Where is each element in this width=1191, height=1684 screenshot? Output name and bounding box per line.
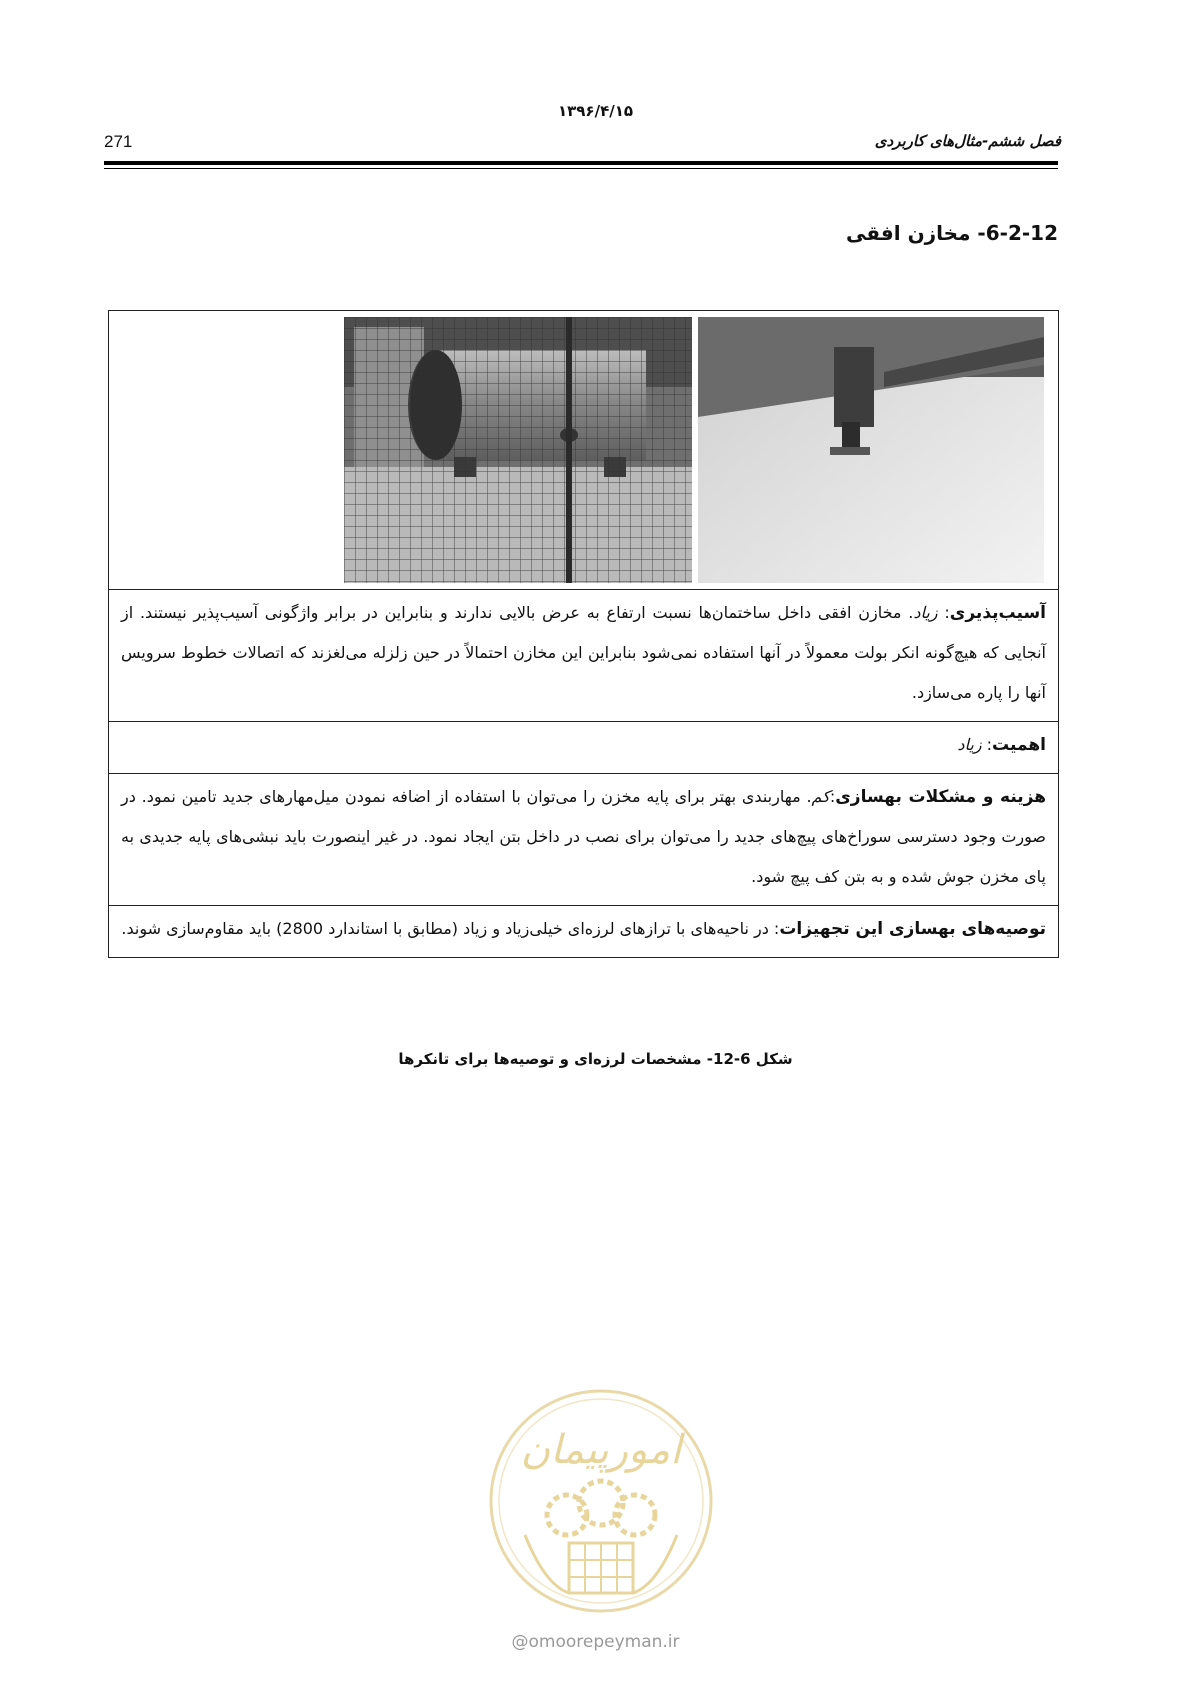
importance-cell: اهمیت: زیاد [109, 722, 1059, 774]
figure-caption: شکل 6-12- مشخصات لرزه‌ای و توصیه‌ها برای تانکرها [398, 1050, 793, 1068]
importance-label: اهمیت [992, 735, 1046, 755]
page-number: 271 [104, 132, 133, 151]
tank-support-photo [698, 317, 1044, 583]
horizontal-tank-photo [344, 317, 692, 583]
photo-row [109, 311, 1059, 590]
seal-lettering: امورپیمان [520, 1427, 682, 1473]
cost-cell: هزینه و مشکلات بهسازی:کم. مهاربندی بهتر برای پایه مخزن را می‌توان با استفاده از اضافه نمودن میل‌مهارهای جدید تامین نمود. در صورت وجود دسترسی سوراخ‌های پیچ‌های جدید را می‌توان برای نصب در داخل بتن ایجاد نمود. در غیر اینصورت باید نبشی‌های پایه جدیدی به پای مخزن جوش شده و به بتن کف پیچ شود. [109, 774, 1059, 906]
document-date: ۱۳۹۶/۴/۱۵ [557, 102, 634, 120]
vulnerability-text: مخازن افقی داخل ساختمان‌ها نسبت ارتفاع به عرض بالایی ندارند و بنابراین در برابر واژگونی آسیب‌پذیر نیستند. از آنجایی که هیچ‌گونه انکر بولت معمولاً در آنها استفاده نمی‌شود بنابراین این مخازن احتمالاً در حین زلزله می‌لغزند که اتصالات خطوط سرویس آنها را پاره می‌سازد. [121, 603, 1046, 702]
cost-level: کم [811, 787, 830, 806]
recommendation-row [109, 906, 1059, 958]
importance-row [109, 722, 1059, 774]
tank-photos [344, 317, 1044, 583]
cost-text: مهاربندی بهتر برای پایه مخزن را می‌توان با استفاده از اضافه نمودن میل‌مهارهای جدید تامین نمود. در صورت وجود دسترسی سوراخ‌های پیچ‌های جدید را می‌توان برای نصب در داخل بتن ایجاد نمود. در غیر اینصورت باید نبشی‌های پایه جدیدی به پای مخزن جوش شده و به بتن کف پیچ شود. [121, 787, 1046, 886]
section-title: 6-2-12- مخازن افقی [846, 221, 1058, 245]
publisher-seal-logo [485, 1385, 717, 1617]
cost-row [109, 774, 1059, 906]
photo-cell [109, 311, 1059, 590]
header-rule-thick [104, 161, 1058, 165]
vulnerability-label: آسیب‌پذیری [949, 603, 1047, 623]
spec-table [108, 310, 1059, 958]
vulnerability-level: زیاد [913, 603, 938, 622]
vulnerability-row [109, 590, 1059, 722]
chapter-title: فصل ششم-مثال‌های کاربردی [874, 132, 1061, 150]
vulnerability-cell: آسیب‌پذیری: زیاد. مخازن افقی داخل ساختمان‌ها نسبت ارتفاع به عرض بالایی ندارند و بنابراین در برابر واژگونی آسیب‌پذیر نیستند. از آنجایی که هیچ‌گونه انکر بولت معمولاً در آنها استفاده نمی‌شود بنابراین این مخازن احتمالاً در حین زلزله می‌لغزند که اتصالات خطوط سرویس آنها را پاره می‌سازد. [109, 590, 1059, 722]
importance-level: زیاد [957, 735, 982, 754]
recommendation-cell: توصیه‌های بهسازی این تجهیزات: در ناحیه‌های با ترازهای لرزه‌ای خیلی‌زیاد و زیاد (مطابق با استاندارد 2800) باید مقاوم‌سازی شوند. [109, 906, 1059, 958]
cost-label: هزینه و مشکلات بهسازی [835, 787, 1047, 807]
recommendation-text: در ناحیه‌های با ترازهای لرزه‌ای خیلی‌زیاد و زیاد (مطابق با استاندارد 2800) باید مقاوم‌سازی شوند. [121, 919, 769, 938]
header-rule-thin [104, 168, 1058, 169]
website-watermark: @omoorepeyman.ir [511, 1632, 680, 1652]
recommendation-label: توصیه‌های بهسازی این تجهیزات [779, 919, 1046, 939]
